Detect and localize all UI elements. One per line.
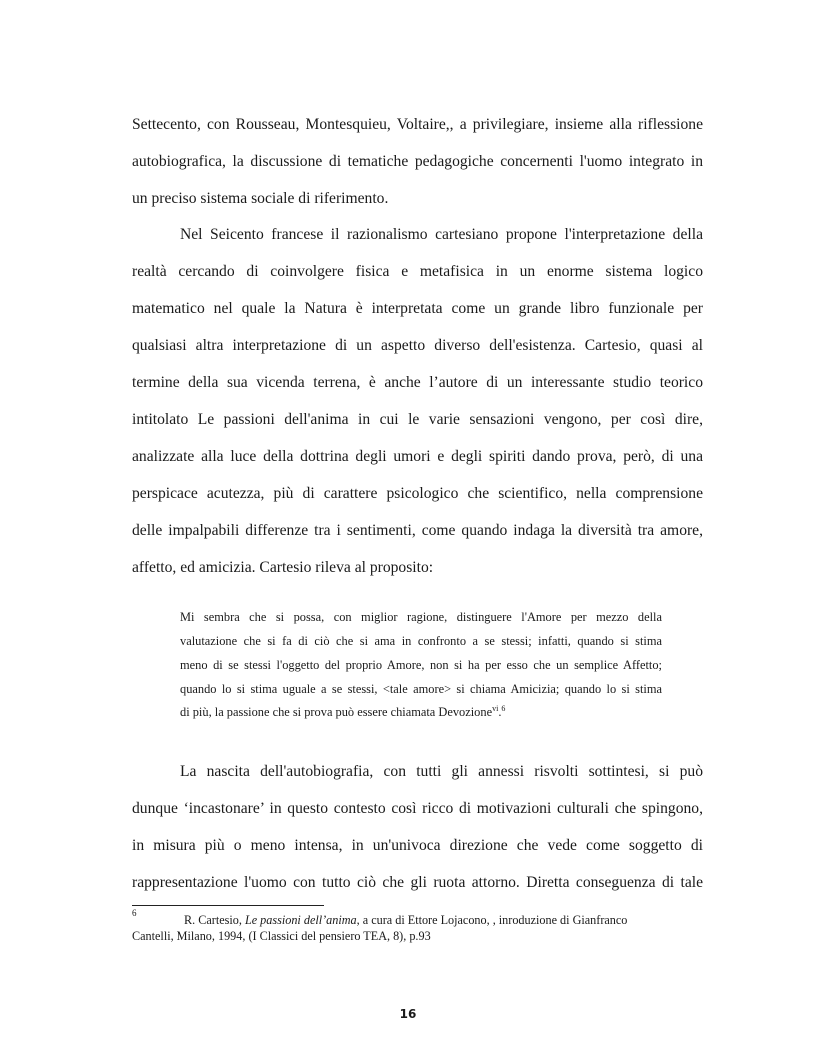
- paragraph-line: perspicace acutezza, più di carattere psicologico che scientifico, nella comprensione: [132, 485, 703, 502]
- paragraph-line: delle impalpabili differenze tra i sentimenti, come quando indaga la diversità tra amore,: [132, 522, 703, 539]
- quote-line: meno di se stessi l'oggetto del proprio Amore, non si ha per esso che un semplice Affetto;: [180, 658, 662, 672]
- endnote-marker: vi: [492, 703, 499, 713]
- paragraph-line: qualsiasi altra interpretazione di un aspetto diverso dell'esistenza. Cartesio, quasi al: [132, 337, 703, 354]
- paragraph-line: affetto, ed amicizia. Cartesio rileva al proposito:: [132, 559, 434, 576]
- quote-line: quando lo si stima uguale a se stessi, <tale amore> si chiama Amicizia; quando lo si stima: [180, 682, 662, 696]
- paragraph-line: un preciso sistema sociale di riferimento.: [132, 190, 389, 207]
- paragraph-line: Settecento, con Rousseau, Montesquieu, Voltaire,, a privilegiare, insieme alla riflessione: [132, 116, 703, 133]
- quote-line-last: [180, 704, 662, 720]
- footnote-line: [184, 912, 627, 928]
- paragraph-line: in misura più o meno intensa, in un'univoca direzione che vede come soggetto di: [132, 837, 703, 854]
- footnote-number: 6: [132, 908, 137, 918]
- paragraph-line: intitolato Le passioni dell'anima in cui le varie sensazioni vengono, per così dire,: [132, 411, 703, 428]
- paragraph-line: realtà cercando di coinvolgere fisica e metafisica in un enorme sistema logico: [132, 263, 703, 280]
- footnote-author: R. Cartesio,: [184, 913, 245, 927]
- quote-line: Mi sembra che si possa, con miglior ragione, distinguere l'Amore per mezzo della: [180, 610, 662, 624]
- paragraph-line: Nel Seicento francese il razionalismo cartesiano propone l'interpretazione della: [180, 226, 703, 243]
- paragraph-line: autobiografica, la discussione di tematiche pedagogiche concernenti l'uomo integrato in: [132, 153, 703, 170]
- paragraph-line: La nascita dell'autobiografia, con tutti gli annessi risvolti sottintesi, si può: [180, 763, 703, 780]
- quote-line: valutazione che si fa di ciò che si ama in confronto a se stessi; infatti, quando si stima: [180, 634, 662, 648]
- paragraph-line: dunque ‘incastonare’ in questo contesto così ricco di motivazioni culturali che spingono,: [132, 800, 703, 817]
- footnote-title: Le passioni dell’anima: [244, 913, 357, 927]
- quote-period: .: [498, 705, 502, 719]
- paragraph-line: rappresentazione l'uomo con tutto ciò che gli ruota attorno. Diretta conseguenza di tale: [132, 874, 703, 891]
- footnote-line-2: Cantelli, Milano, 1994, (I Classici del pensiero TEA, 8), p.93: [132, 929, 431, 943]
- paragraph-line: termine della sua vicenda terrena, è anche l’autore di un interessante studio teorico: [132, 374, 703, 391]
- paragraph-line: analizzate alla luce della dottrina degli umori e degli spiriti dando prova, però, di una: [132, 448, 703, 465]
- footnote-divider: [132, 905, 324, 906]
- footnote-marker: 6: [501, 703, 506, 713]
- quote-text: di più, la passione che si prova può essere chiamata Devozione: [180, 705, 493, 719]
- paragraph-line: matematico nel quale la Natura è interpretata come un grande libro funzionale per: [132, 300, 703, 317]
- page-number: 16: [399, 1007, 417, 1021]
- footnote-rest: , a cura di Ettore Lojacono, , inroduzione di Gianfranco: [356, 913, 628, 927]
